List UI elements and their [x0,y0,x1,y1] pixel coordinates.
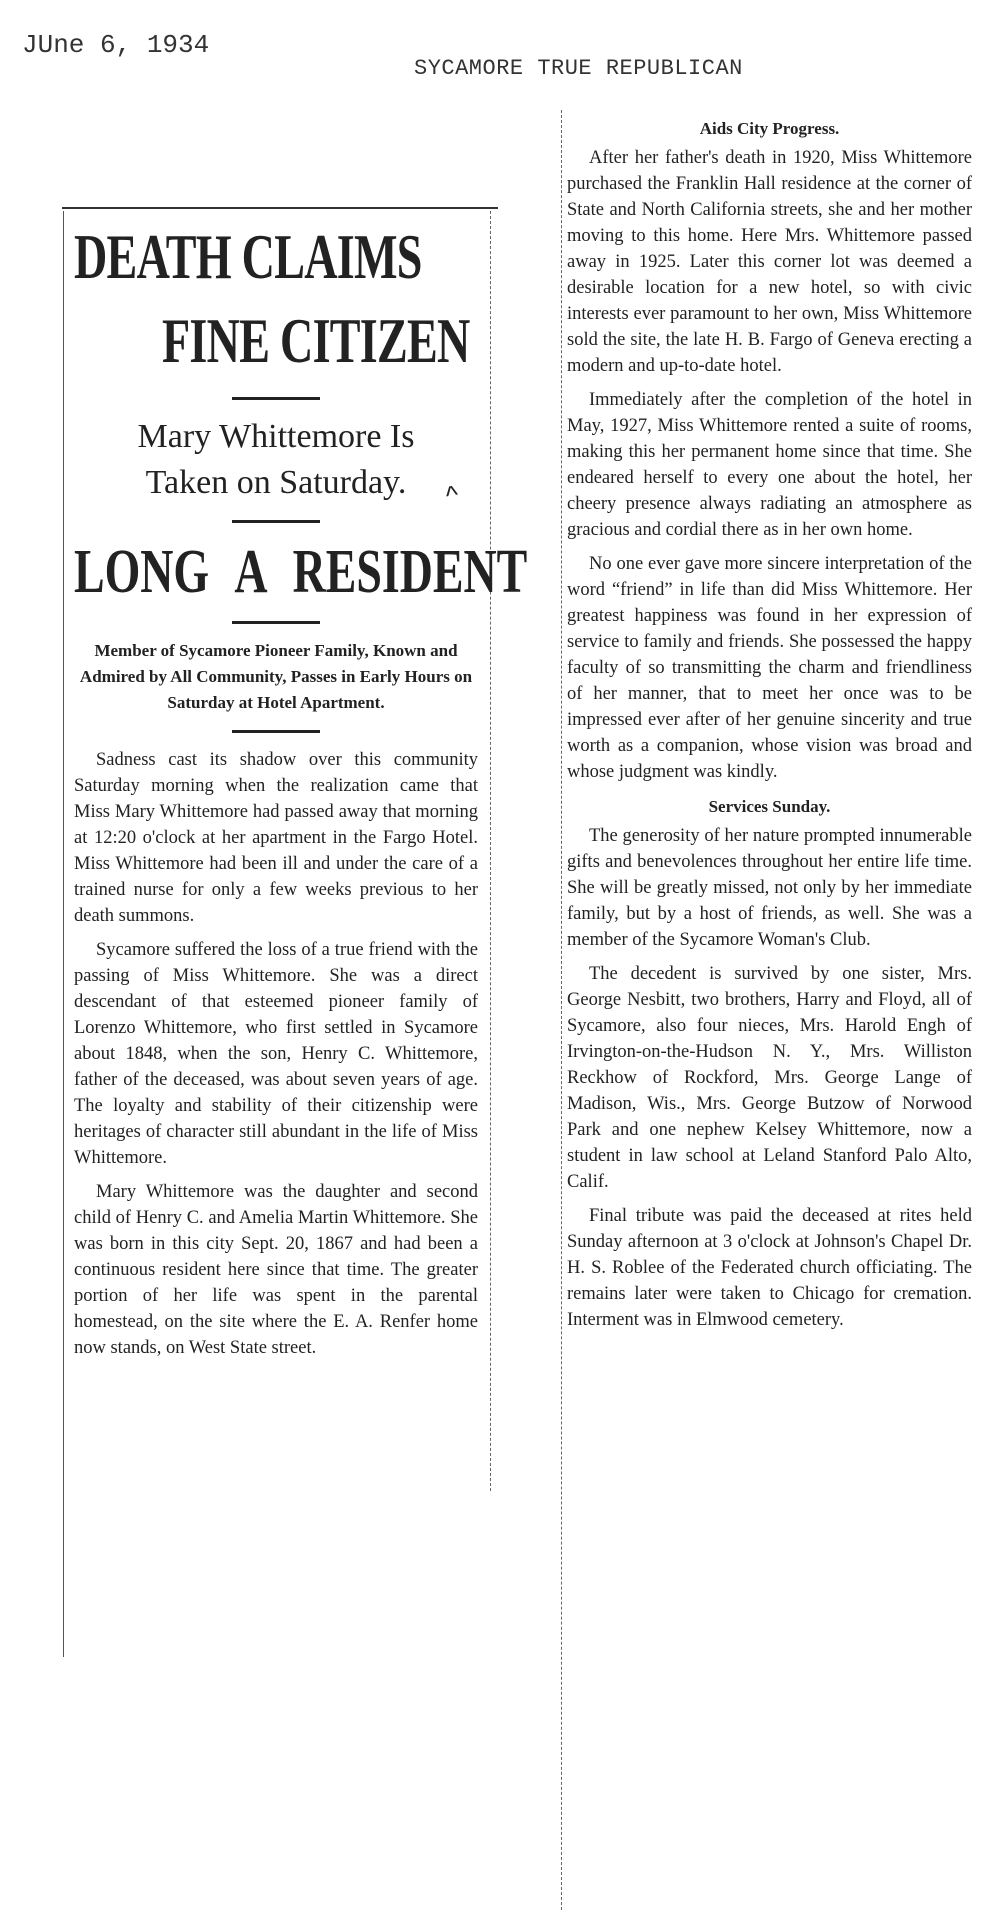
deck-line-2: Taken on Saturday. [145,464,407,501]
newspaper-name: SYCAMORE TRUE REPUBLICAN [414,56,743,81]
paragraph: Sycamore suffered the loss of a true friend with the passing of Miss Whittemore. She was a direct descendant of that esteemed pioneer family of Lorenzo Whittemore, who first settled in Sycamore about 1848, when the son, Henry C. Whittemore, father of the deceased, was about seven years of age. The loyalty and stability of their citizenship were heritages of character still abundant in the life of Miss Whittemore. [74,940,478,1168]
left-article-body [74,747,478,1361]
column-separator [490,211,491,1491]
paragraph: No one ever gave more sincere interpretation of the word “friend” in life than did Miss Whittemore. Her greatest happiness was found in her expression of service to family and friends. She possessed the happy faculty of so transmitting the charm and friendliness of her manner, that to meet her once was to be impressed ever after of her genuine sincerity and true worth as a companion, whose vision was broad and whose judgment was kindly. [567,554,972,782]
section-body [567,145,972,785]
secondary-headline: LONG A RESIDENT [74,538,528,606]
section-body [567,823,972,1333]
headline-divider [232,397,320,400]
paragraph: Final tribute was paid the deceased at rites held Sunday afternoon at 3 o'clock at Johnson's Chapel Dr. H. S. Roblee of the Federated church officiating. The remains later were taken to Chicago for cremation. Interment was in Elmwood cemetery. [567,1206,972,1330]
left-column-border [63,211,64,1657]
summary-divider [232,730,320,733]
clipping-date: JUne 6, 1934 [22,30,210,60]
headline [74,215,478,383]
deck-divider [232,520,320,523]
headline-box-top-rule [62,207,498,209]
paragraph: The generosity of her nature prompted innumerable gifts and benevolences throughout her entire life time. She will be greatly missed, not only by her immediate family, but by a host of friends, as well. She was a member of the Sycamore Woman's Club. [567,826,972,950]
deck-headline [74,414,478,506]
paragraph: Sadness cast its shadow over this community Saturday morning when the realization came that Miss Mary Whittemore had passed away that morning at 12:20 o'clock at her apartment in the Fargo Hotel. Miss Whittemore had been ill and under the care of a trained nurse for only a few weeks previous to her death summons. [74,750,478,926]
subhead-aids-city-progress: Aids City Progress. [699,119,840,138]
left-column [74,215,528,1369]
secondary-divider [232,621,320,624]
paragraph: Mary Whittemore was the daughter and second child of Henry C. and Amelia Martin Whittemore. She was born in this city Sept. 20, 1867 and had been a continuous resident here since that time. The greater portion of her life was spent in the parental homestead, on the site where the E. A. Renfer home now stands, on West State street. [74,1182,478,1358]
deck-line-1: Mary Whittemore Is [137,418,415,455]
right-column [567,115,972,1341]
handwritten-caret-mark: ^ [443,479,461,511]
headline-line-2: FINE CITIZEN [162,305,470,376]
subhead-services-sunday: Services Sunday. [708,797,831,816]
paragraph: After her father's death in 1920, Miss Whittemore purchased the Franklin Hall residence at the corner of State and North California streets, she and her mother moving to this home. Here Mrs. Whittemore passed away in 1925. Later this corner lot was deemed a desirable location for a new hotel, so with civic interests ever paramount to her own, Miss Whittemore sold the site, the late H. B. Fargo of Geneva erecting a modern and up-to-date hotel. [567,148,972,376]
right-column-border [561,110,562,1910]
summary-deck: Member of Sycamore Pioneer Family, Known and Admired by All Community, Passes in Early Hours on Saturday at Hotel Apartment. [79,641,473,712]
headline-line-1: DEATH CLAIMS [74,221,422,292]
paragraph: Immediately after the completion of the hotel in May, 1927, Miss Whittemore rented a suite of rooms, making this her permanent home since that time. She endeared herself to every one about the hotel, her cheery presence always radiating an atmosphere as gracious and cordial there as in her own home. [567,390,972,540]
paragraph: The decedent is survived by one sister, Mrs. George Nesbitt, two brothers, Harry and Floyd, all of Sycamore, also four nieces, Mrs. Harold Engh of Irvington-on-the-Hudson N. Y., Mrs. Williston Reckhow of Rockford, Mrs. George Lange of Madison, Wis., Mrs. George Butzow of Norwood Park and one nephew Kelsey Whittemore, now a student in law school at Leland Stanford Palo Alto, Calif. [567,964,972,1192]
